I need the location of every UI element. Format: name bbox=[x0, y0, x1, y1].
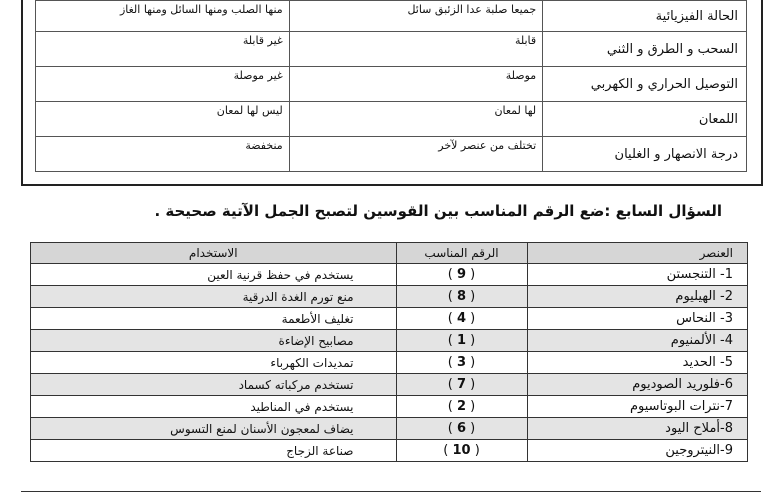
property-cell: السحب و الطرق و الثني bbox=[543, 32, 747, 67]
use-cell: يستخدم في المناطيد bbox=[31, 396, 397, 418]
use-cell: مصابيح الإضاءة bbox=[31, 330, 397, 352]
table-row bbox=[31, 330, 748, 352]
answer-number: 4 bbox=[457, 311, 467, 326]
property-cell: التوصيل الحراري و الكهربي bbox=[543, 67, 747, 102]
header-number: الرقم المناسب bbox=[396, 243, 527, 264]
table-row bbox=[31, 286, 748, 308]
close-paren: ) bbox=[447, 333, 457, 348]
property-cell: الحالة الفيزيائية bbox=[543, 1, 747, 32]
open-paren: ( bbox=[466, 421, 476, 436]
table-row bbox=[36, 137, 747, 172]
table-row bbox=[31, 418, 748, 440]
nonmetals-cell: منخفضة bbox=[36, 137, 290, 172]
close-paren: ) bbox=[447, 355, 457, 370]
properties-table bbox=[35, 0, 747, 172]
answer-number: 8 bbox=[457, 289, 467, 304]
property-cell: اللمعان bbox=[543, 102, 747, 137]
element-cell: 6-فلوريد الصوديوم bbox=[527, 374, 747, 396]
header-element: العنصر bbox=[527, 243, 747, 264]
table-row bbox=[36, 32, 747, 67]
number-cell bbox=[396, 308, 527, 330]
answer-number: 1 bbox=[457, 333, 467, 348]
table-row bbox=[31, 396, 748, 418]
answer-number: 10 bbox=[452, 443, 471, 458]
table-row bbox=[31, 440, 748, 462]
close-paren: ) bbox=[447, 421, 457, 436]
table-header-row bbox=[31, 243, 748, 264]
use-cell: تستخدم مركباته كسماد bbox=[31, 374, 397, 396]
element-cell: 9-النيتروجين bbox=[527, 440, 747, 462]
close-paren: ) bbox=[443, 443, 453, 458]
open-paren: ( bbox=[466, 377, 476, 392]
table-row bbox=[31, 352, 748, 374]
question-title: السؤال السابع :ضع الرقم المناسب بين القوسين لتصبح الجمل الآتية صحيحة . bbox=[154, 202, 722, 220]
table-row bbox=[31, 308, 748, 330]
use-cell: تغليف الأطعمة bbox=[31, 308, 397, 330]
open-paren: ( bbox=[466, 267, 476, 282]
answer-number: 7 bbox=[457, 377, 467, 392]
table-row bbox=[36, 1, 747, 32]
answer-number: 9 bbox=[457, 267, 467, 282]
property-cell: درجة الانصهار و الغليان bbox=[543, 137, 747, 172]
use-cell: يضاف لمعجون الأسنان لمنع التسوس bbox=[31, 418, 397, 440]
number-cell bbox=[396, 330, 527, 352]
nonmetals-cell: غير قابلة bbox=[36, 32, 290, 67]
table-row bbox=[31, 264, 748, 286]
element-cell: 8-أملاح اليود bbox=[527, 418, 747, 440]
nonmetals-cell: ليس لها لمعان bbox=[36, 102, 290, 137]
number-cell bbox=[396, 440, 527, 462]
close-paren: ) bbox=[447, 267, 457, 282]
close-paren: ) bbox=[447, 399, 457, 414]
use-cell: منع تورم الغدة الدرقية bbox=[31, 286, 397, 308]
open-paren: ( bbox=[470, 443, 480, 458]
element-cell: 2- الهيليوم bbox=[527, 286, 747, 308]
number-cell bbox=[396, 396, 527, 418]
table-row bbox=[36, 102, 747, 137]
use-cell: صناعة الزجاج bbox=[31, 440, 397, 462]
open-paren: ( bbox=[466, 355, 476, 370]
answer-number: 6 bbox=[457, 421, 467, 436]
metals-cell: موصلة bbox=[289, 67, 542, 102]
number-cell bbox=[396, 264, 527, 286]
use-cell: يستخدم في حفظ قرنية العين bbox=[31, 264, 397, 286]
use-cell: تمديدات الكهرباء bbox=[31, 352, 397, 374]
table-row bbox=[31, 374, 748, 396]
element-cell: 7-نترات البوتاسيوم bbox=[527, 396, 747, 418]
close-paren: ) bbox=[447, 377, 457, 392]
number-cell bbox=[396, 352, 527, 374]
nonmetals-cell: غير موصلة bbox=[36, 67, 290, 102]
metals-cell: لها لمعان bbox=[289, 102, 542, 137]
page-bottom-rule bbox=[21, 491, 761, 492]
element-cell: 1- التنجستن bbox=[527, 264, 747, 286]
answer-number: 3 bbox=[457, 355, 467, 370]
answer-number: 2 bbox=[457, 399, 467, 414]
header-use: الاستخدام bbox=[31, 243, 397, 264]
metals-cell: جميعا صلبة عدا الزئبق سائل bbox=[289, 1, 542, 32]
metals-cell: قابلة bbox=[289, 32, 542, 67]
open-paren: ( bbox=[466, 333, 476, 348]
metals-cell: تختلف من عنصر لآخر bbox=[289, 137, 542, 172]
open-paren: ( bbox=[466, 311, 476, 326]
close-paren: ) bbox=[447, 311, 457, 326]
close-paren: ) bbox=[447, 289, 457, 304]
open-paren: ( bbox=[466, 289, 476, 304]
element-cell: 5- الحديد bbox=[527, 352, 747, 374]
element-cell: 4- الألمنيوم bbox=[527, 330, 747, 352]
number-cell bbox=[396, 418, 527, 440]
number-cell bbox=[396, 286, 527, 308]
open-paren: ( bbox=[466, 399, 476, 414]
nonmetals-cell: منها الصلب ومنها السائل ومنها الغاز bbox=[36, 1, 290, 32]
number-cell bbox=[396, 374, 527, 396]
table-row bbox=[36, 67, 747, 102]
element-cell: 3- النحاس bbox=[527, 308, 747, 330]
matching-table bbox=[30, 242, 748, 462]
